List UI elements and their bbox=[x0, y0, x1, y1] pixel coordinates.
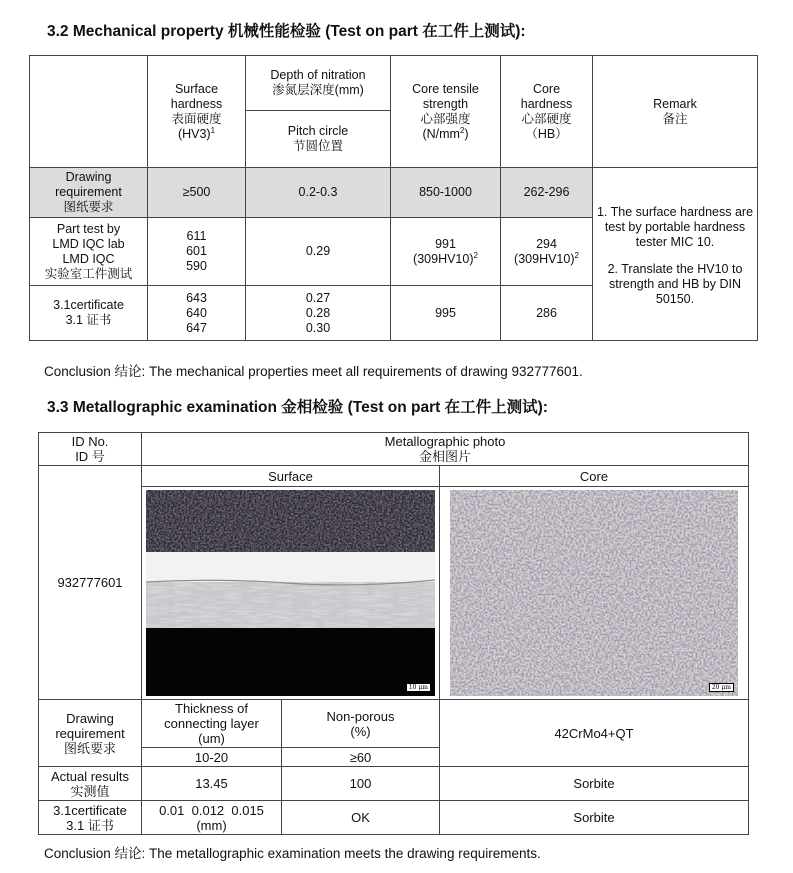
photo-header: Metallographic photo 金相图片 bbox=[142, 433, 749, 466]
part-core-hardness: 294 $(309HV10)^2$ bbox=[501, 218, 593, 286]
non-porous-requirement: ≥60 bbox=[282, 748, 440, 767]
surface-label: Surface bbox=[142, 466, 440, 487]
cert-microstructure: Sorbite bbox=[440, 801, 749, 835]
part-test-label: Part test by LMD IQC lab LMD IQC 实验室工件测试 bbox=[30, 218, 148, 286]
material-requirement: 42CrMo4+QT bbox=[440, 700, 749, 767]
part-depth: 0.29 bbox=[246, 218, 391, 286]
actual-thickness: 13.45 bbox=[142, 767, 282, 801]
id-header: ID No. ID 号 bbox=[39, 433, 142, 466]
actual-results-label: Actual results 实测值 bbox=[39, 767, 142, 801]
actual-microstructure: Sorbite bbox=[440, 767, 749, 801]
req-tensile: 850-1000 bbox=[391, 168, 501, 218]
part-tensile: 991 $(309HV10)^2$ bbox=[391, 218, 501, 286]
section-3-3-conclusion: Conclusion 结论: The metallographic examination meets the drawing requirements. bbox=[44, 846, 541, 861]
actual-non-porous: 100 bbox=[282, 767, 440, 801]
thickness-header: Thickness of connecting layer (um) bbox=[142, 700, 282, 748]
section-3-2-conclusion: Conclusion 结论: The mechanical properties meet all requirements of drawing 932777601. bbox=[44, 364, 583, 379]
req-core-hardness: 262-296 bbox=[501, 168, 593, 218]
cert-depth: 0.27 0.28 0.30 bbox=[246, 286, 391, 341]
metallographic-table bbox=[38, 432, 749, 835]
cert-core-hardness: 286 bbox=[501, 286, 593, 341]
surface-photo-cell bbox=[142, 487, 440, 700]
remark-header: Remark 备注 bbox=[593, 56, 758, 168]
table-row-certificate-2 bbox=[39, 801, 749, 835]
section-3-3-title: 3.3 Metallographic examination 金相检验 (Test on part 在工件上测试): bbox=[47, 399, 548, 416]
pitch-circle-header: Pitch circle 节圆位置 bbox=[246, 111, 391, 168]
cert-surface-hardness: 643 640 647 bbox=[148, 286, 246, 341]
table-row-drawing-requirement bbox=[30, 168, 758, 218]
certificate-label-2: 3.1certificate 3.1 证书 bbox=[39, 801, 142, 835]
certificate-label: 3.1certificate 3.1 证书 bbox=[30, 286, 148, 341]
remark-cell: 1. The surface hardness are test by portable hardness tester MIC 10. 2. Translate the HV10 to strength and HB by DIN 50150. bbox=[593, 168, 758, 341]
mechanical-property-table bbox=[29, 55, 758, 341]
surface-scale-bar: 10 μm bbox=[406, 683, 431, 692]
core-photo-cell bbox=[440, 487, 749, 700]
section-3-2-title: 3.2 Mechanical property 机械性能检验 (Test on part 在工件上测试): bbox=[47, 23, 526, 40]
req-depth: 0.2-0.3 bbox=[246, 168, 391, 218]
drawing-requirement-label-2: Drawing requirement 图纸要求 bbox=[39, 700, 142, 767]
cert-non-porous: OK bbox=[282, 801, 440, 835]
surface-hardness-header: Surface hardness 表面硬度 $(HV3)^1$ bbox=[148, 56, 246, 168]
table-row-actual-results bbox=[39, 767, 749, 801]
depth-of-nitration-header: Depth of nitration 渗氮层深度(mm) bbox=[246, 56, 391, 111]
drawing-requirement-label: Drawing requirement 图纸要求 bbox=[30, 168, 148, 218]
non-porous-header: Non-porous (%) bbox=[282, 700, 440, 748]
id-value: 932777601 bbox=[39, 466, 142, 700]
empty-corner-cell bbox=[30, 56, 148, 168]
core-label: Core bbox=[440, 466, 749, 487]
core-tensile-header: Core tensile strength 心部强度 $(N/mm^2)$ bbox=[391, 56, 501, 168]
cert-tensile: 995 bbox=[391, 286, 501, 341]
cert-thickness: 0.01 0.012 0.015 (mm) bbox=[142, 801, 282, 835]
part-surface-hardness: 611 601 590 bbox=[148, 218, 246, 286]
req-surface-hardness: ≥500 bbox=[148, 168, 246, 218]
surface-micrograph bbox=[146, 490, 435, 696]
core-micrograph bbox=[450, 490, 738, 696]
core-hardness-header: Core hardness 心部硬度 （HB） bbox=[501, 56, 593, 168]
thickness-requirement: 10-20 bbox=[142, 748, 282, 767]
core-scale-bar: 20 μm bbox=[709, 683, 734, 692]
